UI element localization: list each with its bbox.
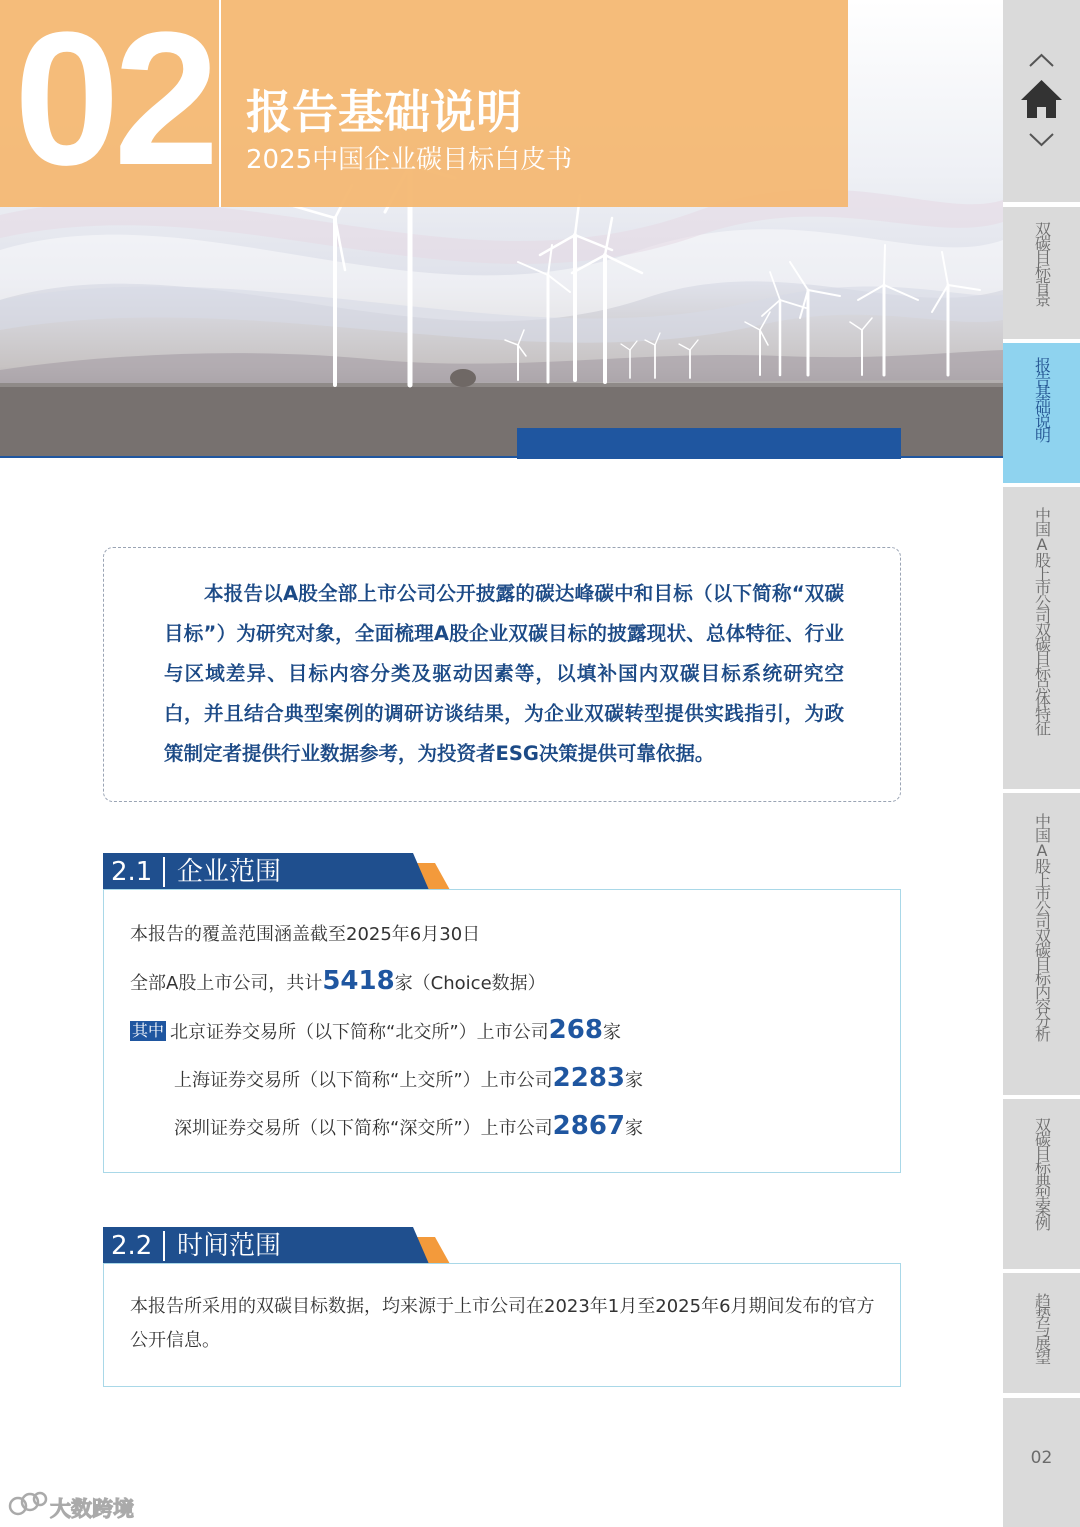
nav-tab-trends[interactable] [1003, 1273, 1080, 1393]
nav-tab-label: 双碳目标典型案例 [1032, 1117, 1052, 1229]
chevron-up-icon[interactable] [1028, 52, 1055, 68]
section-separator [163, 857, 165, 887]
szse-count: 2867 [552, 1111, 626, 1141]
nav-tab-label: 中国A股上市公司双碳目标总体特征 [1032, 507, 1052, 734]
szse-line [174, 1112, 643, 1143]
chapter-subtitle: 2025中国企业碳目标白皮书 [246, 145, 573, 175]
intro-box [103, 547, 901, 802]
section-title: 时间范围 [177, 1231, 282, 1261]
total-suffix: 家（Choice数据） [394, 973, 546, 994]
section-box-2-2 [103, 1263, 901, 1387]
nav-tab-label: 双碳目标背景 [1032, 221, 1052, 305]
bse-prefix: 北京证券交易所（以下简称“北交所”）上市公司 [170, 1022, 549, 1043]
sse-suffix: 家 [625, 1070, 644, 1091]
total-prefix: 全部A股上市公司，共计 [130, 973, 323, 994]
total-count: 5418 [322, 966, 395, 996]
bse-line [130, 1016, 621, 1047]
nav-tab-label: 报告基础说明 [1032, 357, 1052, 441]
sse-count: 2283 [552, 1063, 626, 1093]
home-icon[interactable] [1020, 78, 1063, 120]
nav-tab-typical-cases[interactable] [1003, 1099, 1080, 1269]
nav-tab-content-analysis[interactable] [1003, 793, 1080, 1095]
hero-accent-bar [517, 428, 901, 459]
section-header-2-2 [103, 1227, 453, 1265]
chapter-title-box [0, 0, 848, 207]
title-divider [219, 0, 221, 207]
nav-tab-label: 趋势与展望 [1032, 1293, 1052, 1363]
section-separator [163, 1231, 165, 1261]
section-title: 企业范围 [177, 857, 282, 887]
watermark [8, 1490, 134, 1522]
section-header-2-1 [103, 853, 453, 891]
bse-suffix: 家 [602, 1022, 621, 1043]
sse-line [174, 1064, 643, 1095]
szse-suffix: 家 [625, 1118, 644, 1139]
chevron-down-icon[interactable] [1028, 132, 1055, 148]
hero-divider-line [0, 456, 1003, 458]
chapter-number: 02 [14, 0, 214, 205]
chapter-title: 报告基础说明 [246, 85, 522, 139]
szse-prefix: 深圳证券交易所（以下简称“深交所”）上市公司 [174, 1118, 553, 1139]
intro-paragraph: 本报告以A股全部上市公司公开披露的碳达峰碳中和目标（以下简称“双碳目标”）为研究对象，全面梳理A股企业双碳目标的披露现状、总体特征、行业与区域差异、目标内容分类及驱动因素等，以填补国内双碳目标系统研究空白，并且结合典型案例的调研访谈结果，为企业双碳转型提供实践指引，为政策制定者提供行业数据参考，为投资者ESG决策提供可靠依据。 [164, 582, 844, 765]
nav-page-panel [1003, 1398, 1080, 1527]
total-companies-line [130, 967, 546, 998]
sse-prefix: 上海证券交易所（以下简称“上交所”）上市公司 [174, 1070, 553, 1091]
time-scope-paragraph: 本报告所采用的双碳目标数据，均来源于上市公司在2023年1月至2025年6月期间发布的官方公开信息。 [130, 1296, 875, 1351]
scope-date-line: 本报告的覆盖范围涵盖截至2025年6月30日 [130, 924, 481, 945]
nav-tab-overall-features[interactable] [1003, 487, 1080, 789]
hero-banner [0, 0, 1003, 458]
section-box-2-1 [103, 889, 901, 1173]
nav-tab-background[interactable] [1003, 207, 1080, 339]
nav-top-panel [1003, 0, 1080, 202]
page-number: 02 [1030, 1448, 1053, 1468]
bse-count: 268 [548, 1015, 603, 1045]
section-number: 2.2 [111, 1231, 153, 1261]
nav-tab-label: 中国A股上市公司双碳目标内容分析 [1032, 813, 1052, 1040]
among-tag: 其中 [132, 1021, 165, 1040]
watermark-text: 大数跨境 [50, 1497, 134, 1521]
section-number: 2.1 [111, 857, 153, 887]
nav-tab-basis[interactable] [1003, 343, 1080, 483]
watermark-logo-icon [8, 1490, 48, 1520]
side-navigation [1003, 0, 1080, 1527]
